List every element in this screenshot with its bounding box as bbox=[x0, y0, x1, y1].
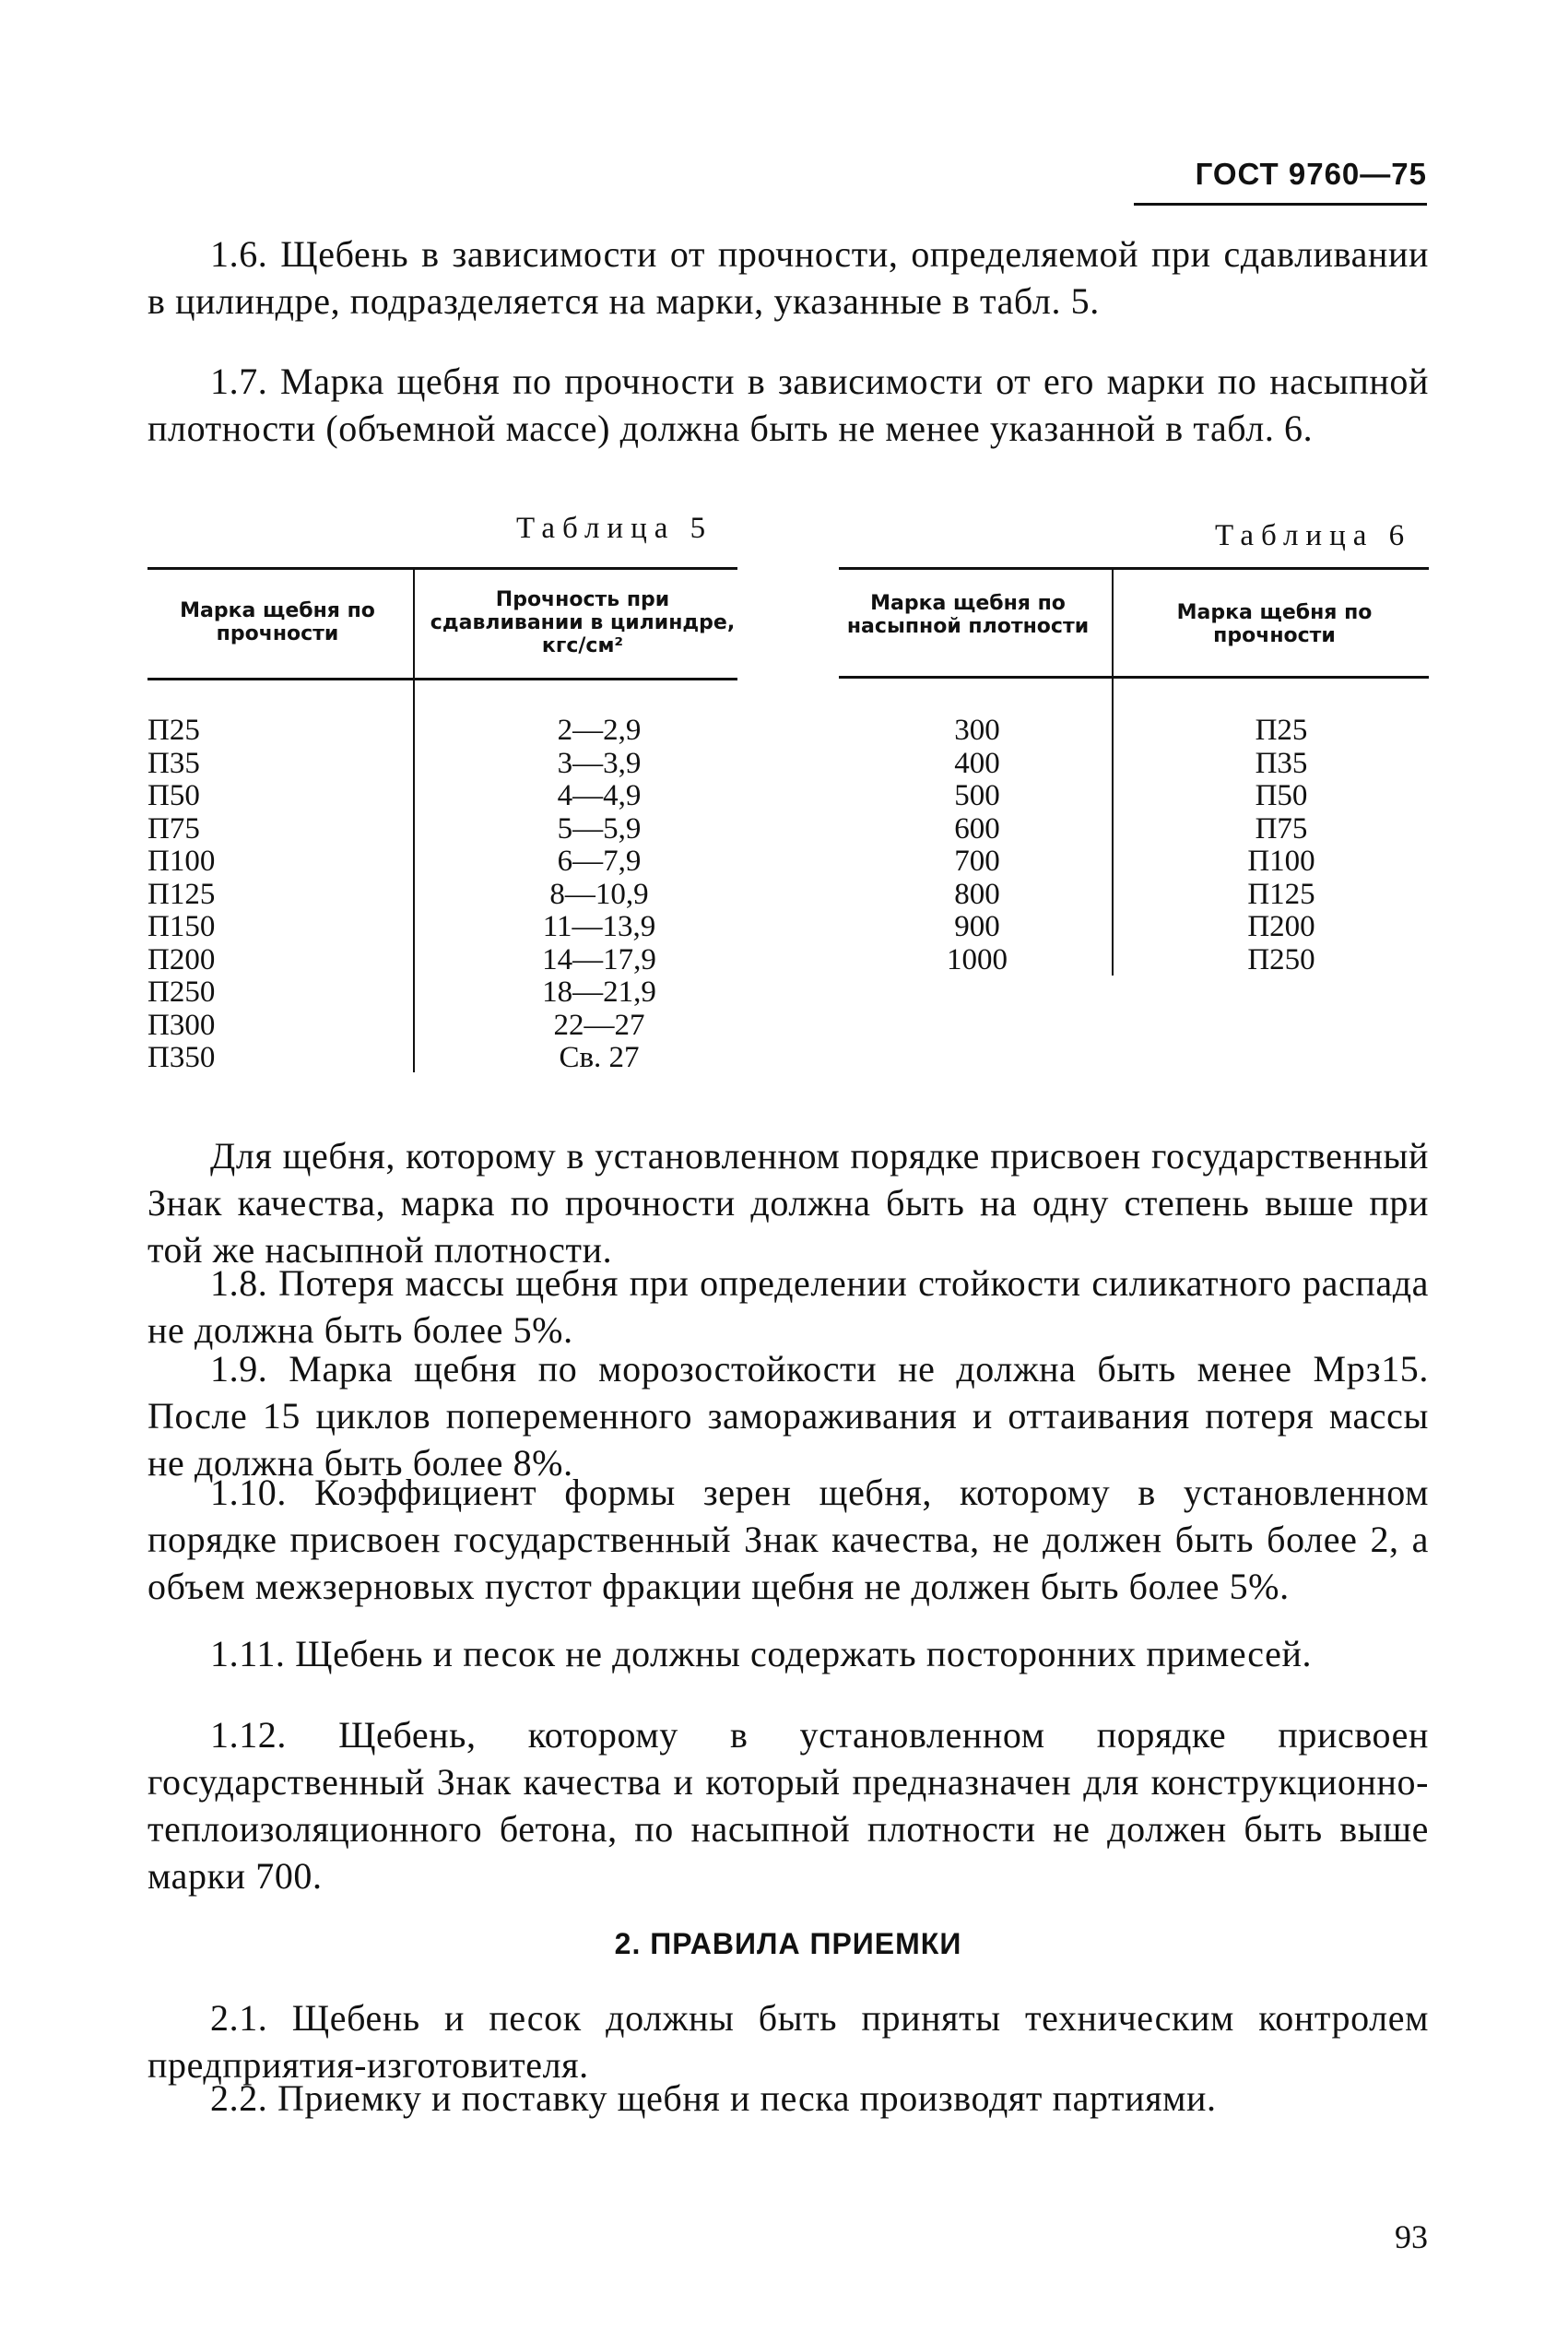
paragraph-znak-kachestva: Для щебня, которому в установленном порядке присвоен государственный Знак качества, марка по прочности должна быть на одну степень выше при той же насыпной плотности. bbox=[147, 1135, 1429, 1271]
paragraph-1-8: 1.8. Потеря массы щебня при определении стойкости силикатного распада не должна быть более 5%. bbox=[147, 1262, 1429, 1351]
table-cell: П150 bbox=[147, 910, 216, 943]
table-cell: 1000 bbox=[947, 942, 1008, 976]
table-cell: 900 bbox=[954, 910, 1000, 943]
paragraph-1-9: 1.9. Марка щебня по морозостойкости не должна быть менее Мрз15. После 15 циклов попеременного замораживания и оттаивания потеря массы не должна быть более 8%. bbox=[147, 1348, 1429, 1484]
table6-header-rule bbox=[839, 676, 1429, 679]
table5-header-grade: Марка щебня по прочности bbox=[180, 599, 375, 645]
paragraph-2-2: 2.2. Приемку и поставку щебня и песка производят партиями. bbox=[210, 2077, 1217, 2119]
table5-header-rule bbox=[147, 678, 737, 680]
paragraph-1-7: 1.7. Марка щебня по прочности в зависимости от его марки по насыпной плотности (объемной массе) должна быть не менее указанной в табл. 6. bbox=[147, 361, 1429, 449]
table-cell: 300 bbox=[954, 714, 1000, 747]
table-cell: 4—4,9 bbox=[557, 779, 642, 812]
table-cell: П50 bbox=[147, 779, 200, 812]
table-cell: П125 bbox=[1247, 877, 1315, 911]
table-cell: П125 bbox=[147, 877, 216, 911]
table-cell: 500 bbox=[954, 779, 1000, 812]
table-cell: П100 bbox=[147, 845, 216, 878]
table6-top-rule bbox=[839, 567, 1429, 570]
table-cell: П200 bbox=[147, 942, 216, 976]
table6-column-divider bbox=[1112, 570, 1114, 976]
table-cell: П350 bbox=[147, 1041, 216, 1074]
table-cell: П250 bbox=[147, 976, 216, 1009]
section-title: 2. ПРАВИЛА ПРИЕМКИ bbox=[614, 1927, 962, 1960]
paragraph-1-6: 1.6. Щебень в зависимости от прочности, определяемой при сдавливании в цилиндре, подразделяется на марки, указанные в табл. 5. bbox=[147, 233, 1429, 322]
paragraph-1-12: 1.12. Щебень, которому в установленном порядке присвоен государственный Знак качества и который предназначен для конструкционно-теплоизоляционного бетона, по насыпной плотности не должен быть выше марки 700. bbox=[147, 1714, 1429, 1897]
table-cell: Св. 27 bbox=[559, 1041, 640, 1074]
table-cell: 6—7,9 bbox=[557, 845, 642, 878]
table-cell: П75 bbox=[1255, 811, 1308, 846]
table-cell: П35 bbox=[147, 746, 200, 780]
table5-grade-column bbox=[147, 715, 332, 1075]
table-cell: П35 bbox=[1255, 746, 1308, 780]
page-number: 93 bbox=[1395, 2218, 1428, 2255]
table-cell: 8—10,9 bbox=[549, 877, 649, 911]
document-header: ГОСТ 9760—75 bbox=[1134, 157, 1427, 206]
table-cell: 14—17,9 bbox=[542, 942, 656, 976]
table6-caption: Таблица 6 bbox=[1215, 519, 1412, 552]
table6-header-density: Марка щебня по насыпной плотности bbox=[846, 592, 1090, 638]
table-cell: 18—21,9 bbox=[542, 976, 656, 1009]
table5-header-strength: Прочность при сдавливании в цилиндре, кгс/см² bbox=[430, 588, 736, 657]
table5-caption: Таблица 5 bbox=[516, 512, 713, 545]
table-cell: П200 bbox=[1247, 910, 1315, 943]
table-cell: 400 bbox=[954, 746, 1000, 780]
table-cell: 800 bbox=[954, 877, 1000, 911]
table5-strength-column bbox=[516, 715, 682, 1075]
paragraph-1-10: 1.10. Коэффициент формы зерен щебня, которому в установленном порядке присвоен государственный Знак качества, не должен быть более 2, а объем межзерновых пустот фракции щебня не должен быть более 5%. bbox=[147, 1472, 1429, 1607]
table-cell: 2—2,9 bbox=[557, 714, 642, 747]
table-cell: П100 bbox=[1247, 845, 1315, 878]
table-cell: П25 bbox=[1255, 714, 1308, 747]
paragraph-1-11: 1.11. Щебень и песок не должны содержать посторонних примесей. bbox=[210, 1633, 1313, 1674]
table-cell: П300 bbox=[147, 1008, 216, 1042]
table6-header-strength: Марка щебня по прочности bbox=[1176, 601, 1373, 647]
table-cell: 3—3,9 bbox=[557, 746, 642, 780]
table-cell: П250 bbox=[1247, 942, 1315, 976]
table5-column-divider bbox=[413, 570, 415, 1072]
table6-density-column bbox=[903, 715, 1051, 976]
table-cell: 5—5,9 bbox=[557, 811, 642, 846]
table-cell: 11—13,9 bbox=[542, 910, 656, 943]
table-cell: П25 bbox=[147, 714, 200, 747]
table-cell: 600 bbox=[954, 811, 1000, 846]
table-cell: 700 bbox=[954, 845, 1000, 878]
table-cell: 22—27 bbox=[553, 1008, 645, 1042]
table5-top-rule bbox=[147, 567, 737, 570]
paragraph-2-1: 2.1. Щебень и песок должны быть приняты техническим контролем предприятия-изготовителя. bbox=[147, 1997, 1429, 2086]
table-cell: П50 bbox=[1255, 779, 1308, 812]
table6-strength-column bbox=[1198, 715, 1364, 976]
table-cell: П75 bbox=[147, 811, 200, 846]
